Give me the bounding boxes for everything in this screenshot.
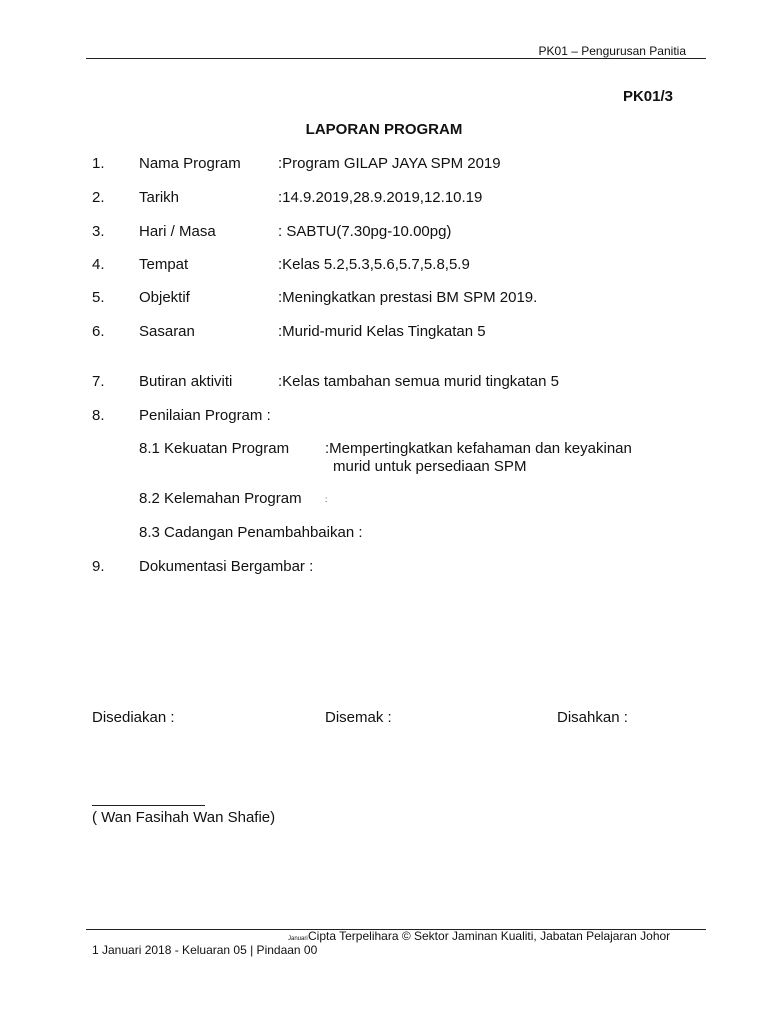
item-number: 1.	[92, 155, 105, 172]
item-label: Dokumentasi Bergambar :	[139, 558, 314, 575]
item-label: Penilaian Program :	[139, 407, 271, 424]
footer-version: 1 Januari 2018 - Keluaran 05 | Pindaan 00	[92, 943, 318, 957]
signature-line	[92, 805, 205, 806]
item-value: : SABTU(7.30pg-10.00pg)	[278, 223, 452, 240]
page-title: LAPORAN PROGRAM	[305, 121, 463, 138]
item-value: :Kelas 5.2,5.3,5.6,5.7,5.8,5.9	[278, 256, 470, 273]
item-number: 5.	[92, 289, 105, 306]
item-value: :Murid-murid Kelas Tingkatan 5	[278, 323, 486, 340]
form-code: PK01/3	[622, 88, 673, 105]
item-number: 6.	[92, 323, 105, 340]
item-number: 8.	[92, 407, 105, 424]
prepared-by-label: Disediakan :	[92, 709, 175, 726]
item-number: 2.	[92, 189, 105, 206]
item-number: 3.	[92, 223, 105, 240]
item-label: Tempat	[139, 256, 189, 273]
item-number: 9.	[92, 558, 105, 575]
signatory-name: ( Wan Fasihah Wan Shafie)	[92, 809, 276, 826]
weakness-label: 8.2 Kelemahan Program	[139, 490, 302, 507]
item-number: 7.	[92, 373, 105, 390]
header-text: PK01 – Pengurusan Panitia	[538, 44, 686, 58]
item-label: Objektif	[139, 289, 190, 306]
item-label: Tarikh	[139, 189, 180, 206]
item-label: Hari / Masa	[139, 223, 216, 240]
item-label: Nama Program	[139, 155, 241, 172]
item-label: Butiran aktiviti	[139, 373, 233, 390]
strength-value-continued: murid untuk persediaan SPM	[333, 458, 527, 475]
checked-by-label: Disemak :	[325, 709, 392, 726]
approved-by-label: Disahkan :	[557, 709, 628, 726]
footer-tiny-text: Januari	[288, 936, 308, 942]
strength-value: :Mempertingkatkan kefahaman dan keyakinan	[325, 440, 632, 457]
item-value: :Kelas tambahan semua murid tingkatan 5	[278, 373, 559, 390]
item-label: Sasaran	[139, 323, 195, 340]
weakness-value: :	[325, 495, 328, 504]
header-divider	[86, 58, 706, 59]
item-value: :Program GILAP JAYA SPM 2019	[278, 155, 501, 172]
strength-label: 8.1 Kekuatan Program	[139, 440, 290, 457]
item-value: :Meningkatkan prestasi BM SPM 2019.	[278, 289, 538, 306]
item-value: :14.9.2019,28.9.2019,12.10.19	[278, 189, 483, 206]
item-number: 4.	[92, 256, 105, 273]
footer-copyright: Cipta Terpelihara © Sektor Jaminan Kualiti, Jabatan Pelajaran Johor	[308, 929, 671, 943]
suggestion-label: 8.3 Cadangan Penambahbaikan :	[139, 524, 363, 541]
